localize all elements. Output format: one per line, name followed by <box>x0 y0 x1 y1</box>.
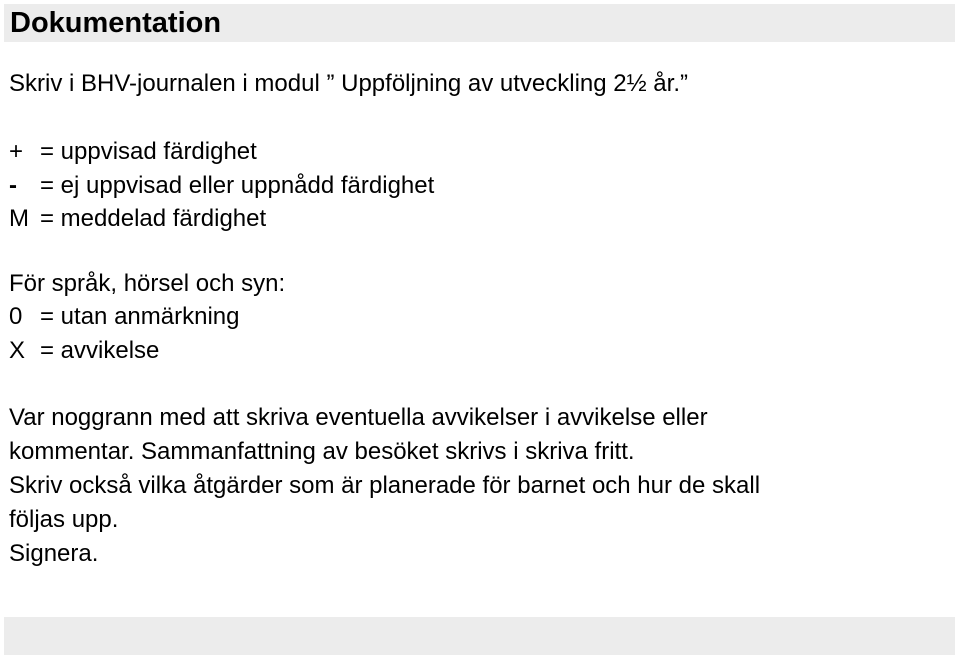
legend-item <box>9 138 257 166</box>
senses-text: = avvikelse <box>40 337 160 364</box>
paragraph-line: Var noggrann med att skriva eventuella avvikelser i avvikelse eller <box>9 404 708 431</box>
footer-band <box>4 617 955 655</box>
senses-symbol: 0 <box>9 303 23 330</box>
legend-symbol: + <box>9 138 24 165</box>
legend-symbol: M <box>9 205 29 232</box>
paragraph-line: kommentar. Sammanfattning av besöket skrivs i skriva fritt. <box>9 438 635 465</box>
senses-symbol: X <box>9 337 26 364</box>
senses-heading: För språk, hörsel och syn: <box>9 270 286 297</box>
legend-text: = ej uppvisad eller uppnådd färdighet <box>40 172 435 199</box>
intro-text: Skriv i BHV-journalen i modul ” Uppföljning av utveckling 2½ år.” <box>9 70 688 97</box>
page-title: Dokumentation <box>10 7 222 39</box>
paragraph-line: Signera. <box>9 540 99 567</box>
legend-text: = uppvisad färdighet <box>40 138 257 165</box>
senses-text: = utan anmärkning <box>40 303 240 330</box>
legend-item <box>9 205 266 233</box>
senses-item <box>9 337 159 365</box>
legend-item <box>9 172 434 200</box>
instructions-paragraph <box>9 401 949 571</box>
legend-symbol: - <box>9 172 17 199</box>
legend-text: = meddelad färdighet <box>40 205 267 232</box>
paragraph-line: följas upp. <box>9 506 119 533</box>
senses-item <box>9 303 239 331</box>
paragraph-line: Skriv också vilka åtgärder som är planerade för barnet och hur de skall <box>9 472 761 499</box>
